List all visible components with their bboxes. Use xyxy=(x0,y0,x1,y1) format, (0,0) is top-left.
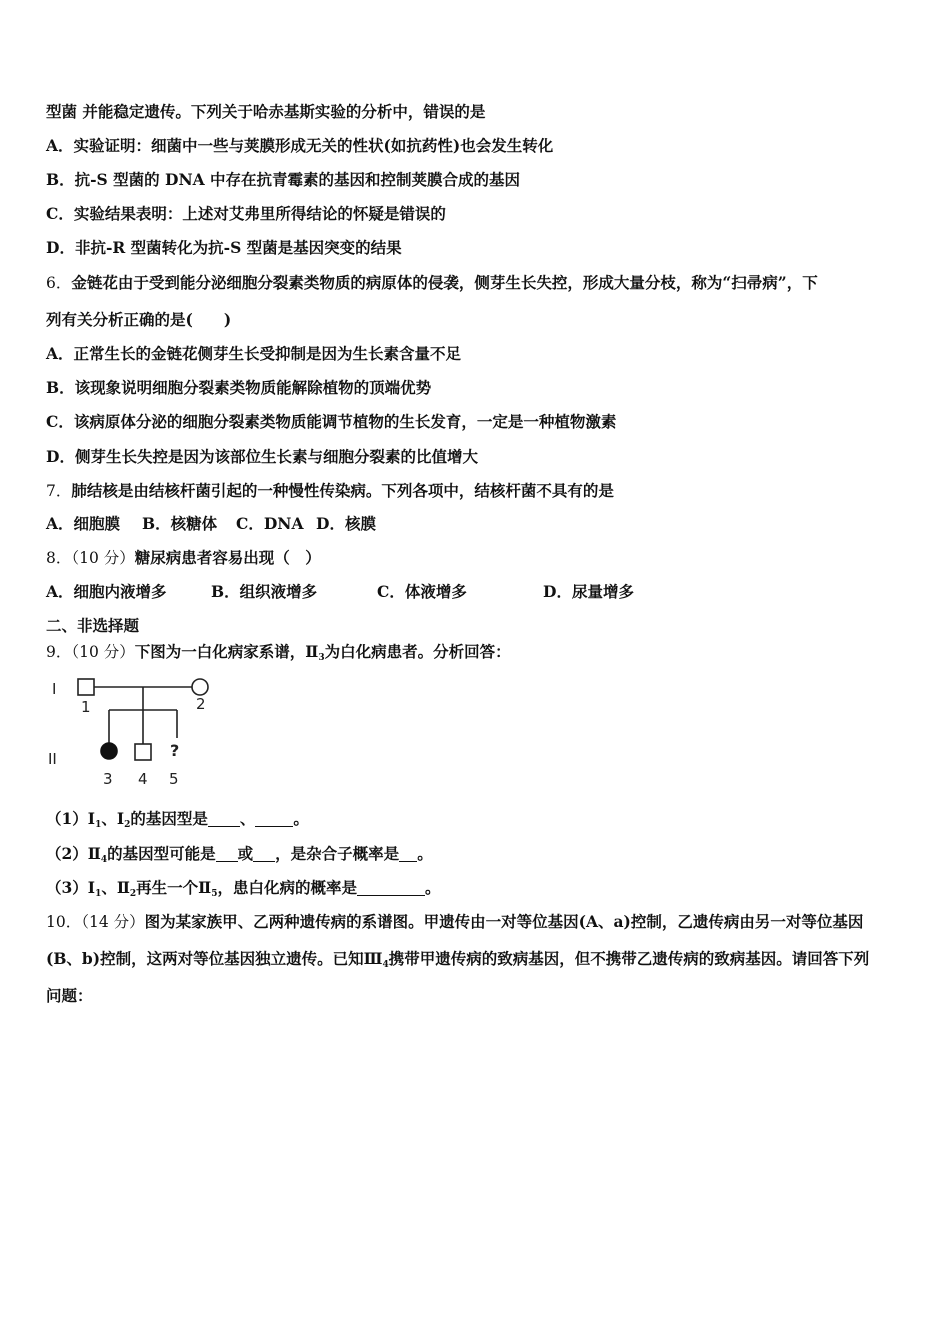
male-individual-4 xyxy=(135,744,151,760)
q10-stem-line3: 问题： xyxy=(46,986,93,1005)
individual-label-4: 4 xyxy=(138,770,148,788)
q8-option-c: C．体液增多 xyxy=(377,582,467,601)
q7-option-a: A．细胞膜 xyxy=(46,514,121,533)
q9-stem xyxy=(46,642,511,662)
q10-stem-line2: (B、b)控制，这两对等位基因独立遗传。已知$Ⅲ_4$携带甲遗传病的致病基因，但不携带乙遗传病的致病基因。请回答下列 xyxy=(46,949,870,970)
affected-female-3 xyxy=(101,743,117,759)
q8-option-a: A．细胞内液增多 xyxy=(46,582,167,601)
q7-stem xyxy=(46,481,614,501)
pedigree-diagram xyxy=(40,674,240,796)
q8-stem-text: 糖尿病患者容易出现（ ） xyxy=(134,548,321,567)
q7-option-c: C．DNA xyxy=(236,514,304,533)
q6-stem-text: 金链花由于受到能分泌细胞分裂素类物质的病原体的侵袭，侧芽生长失控，形成大量分枝，称为“扫帚病”，下 xyxy=(71,273,818,292)
q10-score: （14 分） xyxy=(81,913,145,931)
unknown-individual-5: ? xyxy=(170,741,180,760)
q6-option-c: C．该病原体分泌的细胞分裂素类物质能调节植物的生长发育，一定是一种植物激素 xyxy=(46,412,617,431)
answer-blank[interactable] xyxy=(216,847,238,862)
q8-number: 8． xyxy=(46,549,72,567)
individual-label-5: 5 xyxy=(169,770,179,788)
answer-blank[interactable] xyxy=(357,881,425,896)
individual-label-3: 3 xyxy=(103,770,113,788)
q6-option-d: D．侧芽生长失控是因为该部位生长素与细胞分裂素的比值增大 xyxy=(46,447,478,466)
answer-blank[interactable] xyxy=(255,812,293,827)
q6-stem-line1 xyxy=(46,273,818,293)
q9-number: 9． xyxy=(46,643,72,661)
q6-option-b: B．该现象说明细胞分裂素类物质能解除植物的顶端优势 xyxy=(46,378,432,397)
q7-option-b: B．核糖体 xyxy=(142,514,218,533)
generation-label-i: I xyxy=(52,680,57,698)
q9-subquestion-1: $(1)Ⅰ_1$、$Ⅰ_2$的基因型是 、 。 xyxy=(46,809,309,830)
q8-options xyxy=(46,582,634,602)
q5-option-d: D．非抗-R 型菌转化为抗-S 型菌是基因突变的结果 xyxy=(46,238,402,257)
q5-option-c: C．实验结果表明：上述对艾弗里所得结论的怀疑是错误的 xyxy=(46,204,446,223)
q10-stem-line1 xyxy=(46,912,863,932)
q5-stem: 型菌 并能稳定遗传。下列关于哈赤基斯实验的分析中，错误的是 xyxy=(46,102,486,121)
q7-number: 7． xyxy=(46,482,72,500)
q10-number: 10． xyxy=(46,913,82,931)
answer-blank[interactable] xyxy=(208,812,240,827)
section-heading: 二、非选择题 xyxy=(46,616,140,635)
q6-option-a: A．正常生长的金链花侧芽生长受抑制是因为生长素含量不足 xyxy=(46,344,462,363)
q8-option-b: B．组织液增多 xyxy=(211,582,318,601)
q9-subquestion-2: $(2)Ⅱ_4$的基因型可能是 或 ，是杂合子概率是 。 xyxy=(46,844,433,865)
answer-blank[interactable] xyxy=(253,847,275,862)
q10-stem-text: 图为某家族甲、乙两种遗传病的系谱图。甲遗传由一对等位基因(A、a)控制，乙遗传病由另一对等位基因 xyxy=(144,912,864,931)
q9-subquestion-3: $(3)Ⅰ_1$、$Ⅱ_2$再生一个$Ⅱ_5$，患白化病的概率是 。 xyxy=(46,878,441,899)
q6-stem-line2: 列有关分析正确的是( ) xyxy=(46,310,232,329)
q9-stem-text: 下图为一白化病家系谱，$Ⅱ_3$为白化病患者。分析回答： xyxy=(134,642,511,663)
answer-blank[interactable] xyxy=(399,847,417,862)
q7-options xyxy=(46,514,376,534)
individual-label-2: 2 xyxy=(196,695,206,713)
q8-option-d: D．尿量增多 xyxy=(543,582,634,601)
q7-stem-text: 肺结核是由结核杆菌引起的一种慢性传染病。下列各项中，结核杆菌不具有的是 xyxy=(71,481,614,500)
q8-stem xyxy=(46,548,321,568)
male-individual-1 xyxy=(78,679,94,695)
q9-score: （10 分） xyxy=(71,643,135,661)
q7-option-d: D．核膜 xyxy=(316,514,376,533)
female-individual-2 xyxy=(192,679,208,695)
generation-label-ii: II xyxy=(48,750,57,768)
q5-option-b: B．抗-S 型菌的 DNA 中存在抗青霉素的基因和控制荚膜合成的基因 xyxy=(46,170,521,189)
q5-option-a: A．实验证明：细菌中一些与荚膜形成无关的性状(如抗药性)也会发生转化 xyxy=(46,136,554,155)
individual-label-1: 1 xyxy=(81,698,91,716)
q6-number: 6． xyxy=(46,274,72,292)
q8-score: （10 分） xyxy=(71,549,135,567)
